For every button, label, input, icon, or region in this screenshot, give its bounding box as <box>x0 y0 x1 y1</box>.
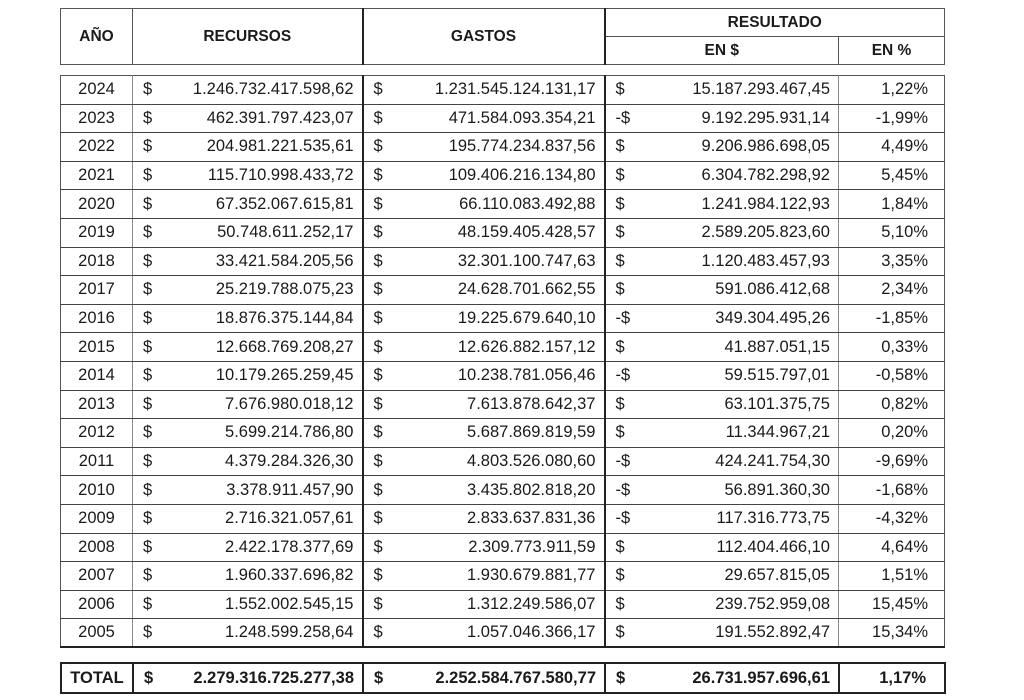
table-row <box>61 533 945 562</box>
year-cell: 2009 <box>61 504 133 533</box>
header-resultado: RESULTADO <box>605 9 945 37</box>
pct-cell: 1,84% <box>839 190 945 219</box>
recursos-currency: $ <box>133 419 159 448</box>
table-row <box>61 504 945 533</box>
gastos-cell: 66.110.083.492,88 <box>389 190 605 219</box>
table-row <box>61 104 945 133</box>
gastos-currency: $ <box>363 276 389 305</box>
header-year: AÑO <box>61 9 133 65</box>
recursos-cell: 7.676.980.018,12 <box>159 390 363 419</box>
pct-cell: 2,34% <box>839 276 945 305</box>
resultado-cell: 9.206.986.698,05 <box>635 133 839 162</box>
resultado-currency: $ <box>605 133 635 162</box>
resultado-cell: 41.887.051,15 <box>635 333 839 362</box>
resultado-currency: -$ <box>605 476 635 505</box>
recursos-currency: $ <box>133 304 159 333</box>
recursos-currency: $ <box>133 104 159 133</box>
gastos-cell: 1.057.046.366,17 <box>389 619 605 648</box>
pct-cell: 4,64% <box>839 533 945 562</box>
header-en-pct: EN % <box>839 37 945 65</box>
gastos-cell: 1.231.545.124.131,17 <box>389 76 605 105</box>
table-row <box>61 247 945 276</box>
recursos-cell: 12.668.769.208,27 <box>159 333 363 362</box>
recursos-cell: 18.876.375.144,84 <box>159 304 363 333</box>
resultado-cell: 191.552.892,47 <box>635 619 839 648</box>
resultado-currency: $ <box>605 533 635 562</box>
year-cell: 2011 <box>61 447 133 476</box>
recursos-currency: $ <box>133 218 159 247</box>
gastos-cell: 10.238.781.056,46 <box>389 361 605 390</box>
gastos-currency: $ <box>363 533 389 562</box>
recursos-cell: 462.391.797.423,07 <box>159 104 363 133</box>
pct-cell: 3,35% <box>839 247 945 276</box>
pct-cell: 1,22% <box>839 76 945 105</box>
total-table <box>60 662 946 694</box>
header-gastos: GASTOS <box>363 9 605 65</box>
resultado-cell: 112.404.466,10 <box>635 533 839 562</box>
recursos-cell: 10.179.265.259,45 <box>159 361 363 390</box>
gastos-currency: $ <box>363 504 389 533</box>
pct-cell: -1,68% <box>839 476 945 505</box>
resultado-cell: 56.891.360,30 <box>635 476 839 505</box>
resultado-currency: $ <box>605 333 635 362</box>
resultado-currency: -$ <box>605 304 635 333</box>
gastos-currency: $ <box>363 304 389 333</box>
recursos-currency: $ <box>133 247 159 276</box>
year-cell: 2023 <box>61 104 133 133</box>
table-row <box>61 390 945 419</box>
data-table <box>60 75 945 648</box>
gastos-cell: 2.309.773.911,59 <box>389 533 605 562</box>
resultado-cell: 59.515.797,01 <box>635 361 839 390</box>
resultado-currency: $ <box>605 76 635 105</box>
pct-cell: 0,33% <box>839 333 945 362</box>
year-cell: 2013 <box>61 390 133 419</box>
recursos-cell: 2.422.178.377,69 <box>159 533 363 562</box>
gastos-cell: 109.406.216.134,80 <box>389 161 605 190</box>
gastos-cell: 1.930.679.881,77 <box>389 562 605 591</box>
resultado-currency: $ <box>605 619 635 648</box>
table-row <box>61 76 945 105</box>
total-gastos-currency: $ <box>363 663 389 693</box>
recursos-currency: $ <box>133 361 159 390</box>
recursos-currency: $ <box>133 190 159 219</box>
recursos-cell: 50.748.611.252,17 <box>159 218 363 247</box>
recursos-cell: 204.981.221.535,61 <box>159 133 363 162</box>
recursos-currency: $ <box>133 619 159 648</box>
year-cell: 2019 <box>61 218 133 247</box>
year-cell: 2017 <box>61 276 133 305</box>
pct-cell: 4,49% <box>839 133 945 162</box>
table-row <box>61 333 945 362</box>
pct-cell: -1,85% <box>839 304 945 333</box>
resultado-currency: $ <box>605 190 635 219</box>
recursos-cell: 1.552.002.545,15 <box>159 590 363 619</box>
total-pct: 1,17% <box>839 663 945 693</box>
gastos-cell: 471.584.093.354,21 <box>389 104 605 133</box>
resultado-currency: -$ <box>605 447 635 476</box>
recursos-currency: $ <box>133 390 159 419</box>
table-row <box>61 590 945 619</box>
total-row <box>61 663 945 693</box>
gastos-currency: $ <box>363 419 389 448</box>
gastos-currency: $ <box>363 333 389 362</box>
gastos-currency: $ <box>363 361 389 390</box>
recursos-currency: $ <box>133 76 159 105</box>
gastos-cell: 12.626.882.157,12 <box>389 333 605 362</box>
year-cell: 2020 <box>61 190 133 219</box>
gastos-currency: $ <box>363 104 389 133</box>
table-row <box>61 190 945 219</box>
table-row <box>61 619 945 648</box>
resultado-cell: 1.120.483.457,93 <box>635 247 839 276</box>
resultado-currency: $ <box>605 562 635 591</box>
gastos-currency: $ <box>363 218 389 247</box>
gastos-currency: $ <box>363 161 389 190</box>
total-recursos-currency: $ <box>133 663 159 693</box>
resultado-currency: $ <box>605 390 635 419</box>
resultado-cell: 63.101.375,75 <box>635 390 839 419</box>
recursos-currency: $ <box>133 161 159 190</box>
gastos-cell: 3.435.802.818,20 <box>389 476 605 505</box>
header-en-pesos: EN $ <box>605 37 839 65</box>
year-cell: 2005 <box>61 619 133 648</box>
resultado-cell: 11.344.967,21 <box>635 419 839 448</box>
recursos-cell: 3.378.911.457,90 <box>159 476 363 505</box>
resultado-currency: -$ <box>605 504 635 533</box>
pct-cell: 0,82% <box>839 390 945 419</box>
gastos-currency: $ <box>363 390 389 419</box>
pct-cell: 5,45% <box>839 161 945 190</box>
recursos-currency: $ <box>133 562 159 591</box>
resultado-cell: 6.304.782.298,92 <box>635 161 839 190</box>
table-row <box>61 276 945 305</box>
year-cell: 2006 <box>61 590 133 619</box>
resultado-cell: 29.657.815,05 <box>635 562 839 591</box>
total-gastos: 2.252.584.767.580,77 <box>435 668 596 687</box>
year-cell: 2018 <box>61 247 133 276</box>
resultado-cell: 117.316.773,75 <box>635 504 839 533</box>
gastos-cell: 1.312.249.586,07 <box>389 590 605 619</box>
recursos-cell: 2.716.321.057,61 <box>159 504 363 533</box>
resultado-currency: $ <box>605 419 635 448</box>
table-row <box>61 161 945 190</box>
gastos-currency: $ <box>363 590 389 619</box>
recursos-currency: $ <box>133 504 159 533</box>
gastos-currency: $ <box>363 76 389 105</box>
recursos-currency: $ <box>133 276 159 305</box>
gastos-currency: $ <box>363 190 389 219</box>
recursos-currency: $ <box>133 333 159 362</box>
header-table <box>60 8 945 65</box>
table-row <box>61 562 945 591</box>
recursos-cell: 4.379.284.326,30 <box>159 447 363 476</box>
resultado-cell: 1.241.984.122,93 <box>635 190 839 219</box>
recursos-cell: 1.246.732.417.598,62 <box>159 76 363 105</box>
gastos-currency: $ <box>363 133 389 162</box>
total-label: TOTAL <box>70 668 124 687</box>
recursos-currency: $ <box>133 533 159 562</box>
recursos-cell: 25.219.788.075,23 <box>159 276 363 305</box>
resultado-cell: 15.187.293.467,45 <box>635 76 839 105</box>
gastos-cell: 7.613.878.642,37 <box>389 390 605 419</box>
year-cell: 2021 <box>61 161 133 190</box>
table-row <box>61 361 945 390</box>
gastos-currency: $ <box>363 562 389 591</box>
recursos-cell: 1.248.599.258,64 <box>159 619 363 648</box>
pct-cell: -0,58% <box>839 361 945 390</box>
pct-cell: 15,45% <box>839 590 945 619</box>
recursos-cell: 33.421.584.205,56 <box>159 247 363 276</box>
resultado-cell: 239.752.959,08 <box>635 590 839 619</box>
total-resultado-currency: $ <box>605 663 635 693</box>
resultado-cell: 424.241.754,30 <box>635 447 839 476</box>
table-row <box>61 447 945 476</box>
year-cell: 2024 <box>61 76 133 105</box>
year-cell: 2016 <box>61 304 133 333</box>
resultado-currency: $ <box>605 247 635 276</box>
pct-cell: 5,10% <box>839 218 945 247</box>
recursos-cell: 67.352.067.615,81 <box>159 190 363 219</box>
table-row <box>61 476 945 505</box>
year-cell: 2015 <box>61 333 133 362</box>
recursos-cell: 5.699.214.786,80 <box>159 419 363 448</box>
resultado-cell: 9.192.295.931,14 <box>635 104 839 133</box>
header-recursos: RECURSOS <box>133 9 363 65</box>
table-row <box>61 218 945 247</box>
gastos-currency: $ <box>363 247 389 276</box>
resultado-cell: 349.304.495,26 <box>635 304 839 333</box>
table-row <box>61 133 945 162</box>
pct-cell: 15,34% <box>839 619 945 648</box>
table-row <box>61 304 945 333</box>
gastos-cell: 4.803.526.080,60 <box>389 447 605 476</box>
pct-cell: -4,32% <box>839 504 945 533</box>
pct-cell: -9,69% <box>839 447 945 476</box>
total-resultado: 26.731.957.696,61 <box>692 668 830 687</box>
gastos-cell: 48.159.405.428,57 <box>389 218 605 247</box>
gastos-cell: 32.301.100.747,63 <box>389 247 605 276</box>
year-cell: 2012 <box>61 419 133 448</box>
resultado-currency: -$ <box>605 361 635 390</box>
recursos-currency: $ <box>133 476 159 505</box>
gastos-cell: 195.774.234.837,56 <box>389 133 605 162</box>
year-cell: 2008 <box>61 533 133 562</box>
year-cell: 2022 <box>61 133 133 162</box>
pct-cell: -1,99% <box>839 104 945 133</box>
gastos-currency: $ <box>363 447 389 476</box>
year-cell: 2010 <box>61 476 133 505</box>
gastos-cell: 24.628.701.662,55 <box>389 276 605 305</box>
resultado-currency: -$ <box>605 104 635 133</box>
recursos-currency: $ <box>133 133 159 162</box>
gastos-cell: 2.833.637.831,36 <box>389 504 605 533</box>
recursos-currency: $ <box>133 590 159 619</box>
total-recursos: 2.279.316.725.277,38 <box>193 668 354 687</box>
recursos-cell: 1.960.337.696,82 <box>159 562 363 591</box>
year-cell: 2014 <box>61 361 133 390</box>
gastos-cell: 19.225.679.640,10 <box>389 304 605 333</box>
resultado-currency: $ <box>605 161 635 190</box>
resultado-currency: $ <box>605 590 635 619</box>
gastos-currency: $ <box>363 476 389 505</box>
resultado-cell: 591.086.412,68 <box>635 276 839 305</box>
resultado-cell: 2.589.205.823,60 <box>635 218 839 247</box>
year-cell: 2007 <box>61 562 133 591</box>
resultado-currency: $ <box>605 218 635 247</box>
pct-cell: 1,51% <box>839 562 945 591</box>
resultado-currency: $ <box>605 276 635 305</box>
gastos-cell: 5.687.869.819,59 <box>389 419 605 448</box>
gastos-currency: $ <box>363 619 389 648</box>
pct-cell: 0,20% <box>839 419 945 448</box>
recursos-cell: 115.710.998.433,72 <box>159 161 363 190</box>
recursos-currency: $ <box>133 447 159 476</box>
table-row <box>61 419 945 448</box>
